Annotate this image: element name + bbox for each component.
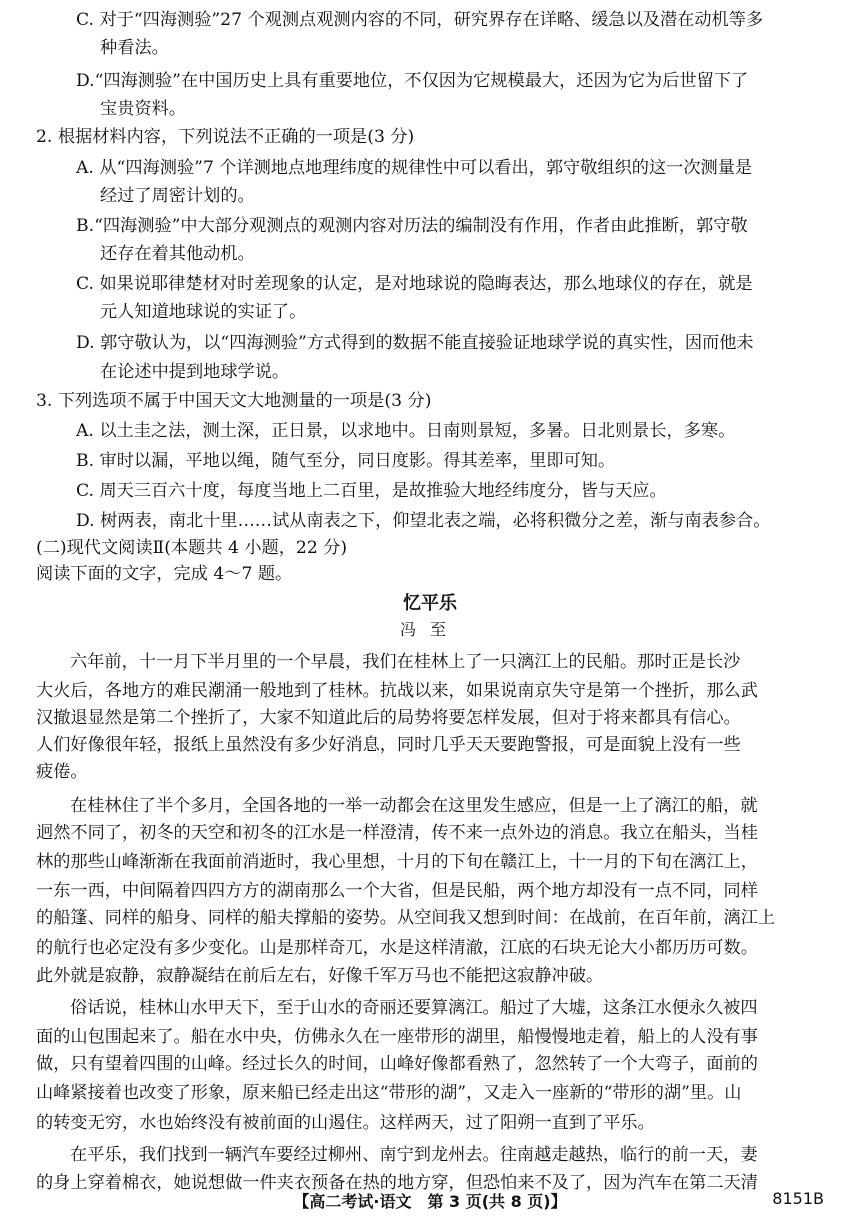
- text-line: (二)现代文阅读Ⅱ(本题共 4 小题，22 分): [36, 538, 348, 558]
- article-author: 冯至: [399, 620, 460, 639]
- text-line: 林的那些山峰渐渐在我面前消逝时，我心里想，十月的下旬在赣江上，十一月的下旬在漓江上，: [36, 852, 758, 872]
- text-line: C. 如果说耶律楚材对时差现象的认定，是对地球说的隐晦表达，那么地球仪的存在，就是: [76, 274, 753, 294]
- text-line: D. 郭守敬认为，以“四海测验”方式得到的数据不能直接验证地球学说的真实性，因而他未: [76, 333, 754, 353]
- text-line: 迥然不同了，初冬的天空和初冬的江水是一样澄清，传不来一点外边的消息。我立在船头，当桂: [36, 823, 758, 843]
- text-line: 阅读下面的文字，完成 4～7 题。: [36, 564, 293, 584]
- text-line: 人们好像很年轻，报纸上虽然没有多少好消息，同时几乎天天要跑警报，可是面貌上没有一些: [36, 735, 741, 755]
- text-line: 经过了周密计划的。: [100, 186, 255, 206]
- text-line: 做，只有望着四围的山峰。经过长久的时间，山峰好像都看熟了，忽然转了一个大弯子，面前的: [36, 1054, 758, 1074]
- text-line: 宝贵资料。: [100, 99, 186, 119]
- text-line: 3. 下列选项不属于中国天文大地测量的一项是(3 分): [36, 391, 432, 411]
- text-line: 此外就是寂静，寂静凝结在前后左右，好像千军万马也不能把这寂静冲破。: [36, 966, 604, 986]
- text-line: 汉撤退显然是第二个挫折了，大家不知道此后的局势将要怎样发展，但对于将来都具有信心。: [36, 708, 741, 728]
- text-line: 大火后，各地方的难民潮涌一般地到了桂林。抗战以来，如果说南京失守是第一个挫折，那么武: [36, 681, 758, 701]
- text-line: B.“四海测验”中大部分观测点的观测内容对历法的编制没有作用，作者由此推断，郭守敬: [76, 216, 748, 236]
- article-title: 忆平乐: [403, 593, 457, 614]
- text-line: 俗话说，桂林山水甲天下，至于山水的奇丽还要算漓江。船过了大墟，这条江水便永久被四: [70, 998, 758, 1018]
- text-line: 在桂林住了半个多月，全国各地的一举一动都会在这里发生感应，但是一上了漓江的船，就: [70, 796, 758, 816]
- text-line: 的航行也必定没有多少变化。山是那样奇兀，水是这样清澈，江底的石块无论大小都历历可数。: [36, 938, 758, 958]
- text-line: 六年前，十一月下半月里的一个早晨，我们在桂林上了一只漓江上的民船。那时正是长沙: [70, 652, 741, 672]
- footer-code: 8151B: [772, 1189, 824, 1208]
- text-line: C. 周天三百六十度，每度当地上二百里，是故推验大地经纬度分，皆与天应。: [76, 481, 667, 501]
- text-line: 种看法。: [100, 38, 169, 58]
- text-line: A. 以土圭之法，测土深，正日景，以求地中。日南则景短，多暑。日北则景长，多寒。: [76, 421, 736, 441]
- text-line: C. 对于“四海测验”27 个观测点观测内容的不同，研究界存在详略、缓急以及潜在动机等多: [76, 10, 764, 30]
- text-line: 一东一西，中间隔着四四方方的湖南那么一个大省，但是民船，两个地方却没有一点不同，同样: [36, 881, 758, 901]
- text-line: 在平乐，我们找到一辆汽车要经过柳州、南宁到龙州去。往南越走越热，临行的前一天，妻: [70, 1145, 758, 1165]
- text-line: 元人知道地球说的实证了。: [100, 302, 307, 322]
- text-line: A. 从“四海测验”7 个详测地点地理纬度的规律性中可以看出，郭守敬组织的这一次测量是: [76, 158, 753, 178]
- footer-label: 【高二考试·语文 第 3 页(共 8 页)】: [293, 1192, 567, 1211]
- text-line: D.“四海测验”在中国历史上具有重要地位，不仅因为它规模最大，还因为它为后世留下了: [76, 71, 749, 91]
- text-line: 在论述中提到地球学说。: [100, 362, 290, 382]
- text-line: 的转变无穷，水也始终没有被前面的山遏住。这样两天，过了阳朔一直到了平乐。: [36, 1113, 655, 1133]
- text-line: 2. 根据材料内容，下列说法不正确的一项是(3 分): [36, 127, 415, 147]
- text-line: 还存在着其他动机。: [100, 244, 255, 264]
- text-line: 的身上穿着棉衣，她说想做一件夹衣预备在热的地方穿，但恐怕来不及了，因为汽车在第二天清: [36, 1173, 758, 1193]
- text-line: 面的山包围起来了。船在水中央，仿佛永久在一座带形的湖里，船慢慢地走着，船上的人没有事: [36, 1027, 758, 1047]
- text-line: 疲倦。: [36, 762, 88, 782]
- text-line: D. 树两表，南北十里……试从南表之下，仰望北表之端，必将积微分之差，渐与南表参合。: [76, 511, 771, 531]
- text-line: B. 审时以漏，平地以绳，随气至分，同日度影。得其差率，里即可知。: [76, 451, 616, 471]
- text-line: 的船篷、同样的船身、同样的船夫撑船的姿势。从空间我又想到时间：在战前，在百年前，漓江上: [36, 908, 776, 928]
- text-line: 山峰紧接着也改变了形象，原来船已经走出这“带形的湖”，又走入一座新的“带形的湖”里。山: [36, 1083, 742, 1103]
